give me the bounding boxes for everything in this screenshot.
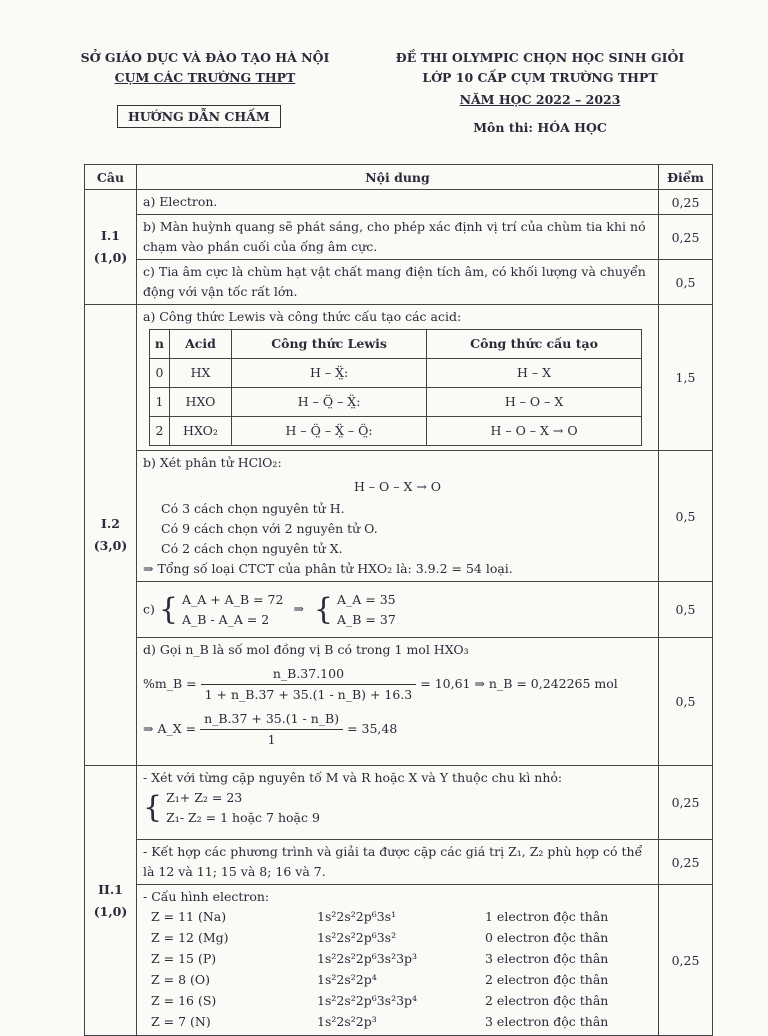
- equation-lhs: %m_B =: [143, 676, 197, 691]
- question-i2: [85, 305, 137, 766]
- i2-d-eq1: [143, 664, 652, 705]
- config-table: [151, 907, 621, 1033]
- lewis-col-struct: Công thức cấu tạo: [427, 330, 642, 359]
- i2-c-result: [337, 590, 396, 630]
- brace-icon: {: [143, 790, 163, 825]
- ii1-p3: [137, 885, 659, 1036]
- question-ii1: [85, 766, 137, 1036]
- exam-grade: LỚP 10 CẤP CỤM TRƯỜNG THPT: [422, 70, 658, 85]
- equation: A_B = 37: [337, 611, 396, 627]
- score: 0,5: [659, 260, 713, 305]
- config-row: [151, 1012, 621, 1033]
- struct-cell: H – O – X → O: [427, 417, 642, 446]
- brace-icon: {: [158, 591, 178, 627]
- equation: A_A + A_B = 72: [181, 591, 284, 607]
- cfg-cell: 1s²2s²2p⁶3s²3p⁴: [317, 993, 418, 1008]
- config-row: [151, 970, 621, 991]
- i1-b: b) Màn huỳnh quang sẽ phát sáng, cho phép xác định vị trí của chùm tia khi nó chạm vào phần cuối của ống âm cực.: [137, 215, 659, 260]
- score: 1,5: [659, 305, 713, 451]
- n-cell: 1: [150, 388, 170, 417]
- i1-c: c) Tia âm cực là chùm hạt vật chất mang điện tích âm, có khối lượng và chuyển động với vận tốc rất lớn.: [137, 260, 659, 305]
- cfg-cell: 1s²2s²2p⁶3s¹: [317, 909, 397, 924]
- config-row: [151, 991, 621, 1012]
- table-header-row: [85, 165, 713, 190]
- i2-d-eq2: [143, 709, 652, 750]
- denominator: 1: [267, 732, 276, 747]
- config-row: [151, 928, 621, 949]
- table-row: [85, 190, 713, 215]
- i2-a-title: a) Công thức Lewis và công thức cấu tạo các acid:: [143, 309, 462, 324]
- note-cell: 0 electron độc thân: [485, 930, 609, 945]
- question-label: I.2: [101, 516, 120, 531]
- table-row: [85, 451, 713, 582]
- config-row: [151, 949, 621, 970]
- i2-a: [137, 305, 659, 451]
- z-cell: Z = 8 (O): [151, 972, 211, 987]
- table-row: [85, 215, 713, 260]
- i2-c-prefix: c): [143, 601, 155, 616]
- school-year: NĂM HỌC 2022 – 2023: [459, 92, 621, 107]
- question-label: II.1: [98, 881, 123, 897]
- question-points: (1,0): [93, 903, 128, 919]
- note-cell: 2 electron độc thân: [485, 972, 609, 987]
- implies-icon: ⇒: [293, 601, 304, 616]
- subject: Môn thi: HÓA HỌC: [473, 120, 607, 135]
- col-header-noidung: Nội dung: [137, 165, 659, 190]
- equation: A_A = 35: [337, 591, 396, 607]
- equation: Z₁+ Z₂ = 23: [166, 790, 243, 805]
- z-cell: Z = 11 (Na): [151, 909, 227, 924]
- acid-cell: HXO: [169, 388, 231, 417]
- table-row: [85, 305, 713, 451]
- denominator: 1 + n_B.37 + 35.(1 - n_B) + 16.3: [204, 687, 413, 702]
- exam-title: ĐỀ THI OLYMPIC CHỌN HỌC SINH GIỎI: [395, 50, 685, 65]
- table-row: [85, 582, 713, 638]
- score: 0,5: [659, 451, 713, 582]
- n-cell: 2: [150, 417, 170, 446]
- score: 0,25: [659, 215, 713, 260]
- i2-b-line: Có 2 cách chọn nguyên tử X.: [161, 541, 343, 556]
- lewis-cell: H – Ö̤ – Ẍ̤:: [232, 388, 427, 417]
- lewis-cell: H – Ö̤ – Ẍ̤ – Ö̤:: [232, 417, 427, 446]
- score: 0,25: [659, 190, 713, 215]
- ii1-p3-title: - Cấu hình electron:: [143, 889, 270, 904]
- note-cell: 2 electron độc thân: [485, 993, 609, 1008]
- lewis-row: [150, 388, 642, 417]
- i2-c-system: [182, 590, 284, 630]
- table-row: [85, 840, 713, 885]
- struct-cell: H – X: [427, 359, 642, 388]
- i1-a: a) Electron.: [137, 190, 659, 215]
- score: 0,25: [659, 840, 713, 885]
- equation: A_B - A_A = 2: [181, 611, 270, 627]
- numerator: n_B.37 + 35.(1 - n_B): [200, 709, 343, 730]
- lewis-col-acid: Acid: [169, 330, 231, 359]
- acid-cell: HX: [169, 359, 231, 388]
- i2-b-line: Có 9 cách chọn với 2 nguyên tử O.: [161, 521, 378, 536]
- i2-b-title: b) Xét phân tử HClO₂:: [143, 455, 282, 470]
- i2-d: [137, 638, 659, 766]
- cluster-name: CỤM CÁC TRƯỜNG THPT: [114, 70, 296, 85]
- grading-guide-badge: HƯỚNG DẪN CHẤM: [117, 105, 281, 128]
- z-cell: Z = 15 (P): [151, 951, 217, 966]
- lewis-row: [150, 417, 642, 446]
- lewis-cell: H – Ẍ̤:: [232, 359, 427, 388]
- lewis-col-lewis: Công thức Lewis: [232, 330, 427, 359]
- question-points: (3,0): [93, 538, 128, 553]
- equation: Z₁- Z₂ = 1 hoặc 7 hoặc 9: [166, 810, 320, 825]
- i2-d-title: d) Gọi n_B là số mol đồng vị B có trong 1 mol HXO₃: [143, 642, 469, 657]
- equation-rhs: = 10,61 ⇒ n_B = 0,242265 mol: [420, 676, 618, 691]
- question-points: (1,0): [93, 250, 128, 265]
- cfg-cell: 1s²2s²2p⁶3s²3p³: [317, 951, 418, 966]
- i2-c: [137, 582, 659, 638]
- col-header-cau: Câu: [85, 165, 137, 190]
- dept-name: SỞ GIÁO DỤC VÀ ĐÀO TẠO HÀ NỘI: [80, 50, 330, 65]
- n-cell: 0: [150, 359, 170, 388]
- score: 0,25: [659, 766, 713, 840]
- cfg-cell: 1s²2s²2p⁴: [317, 972, 377, 987]
- z-cell: Z = 12 (Mg): [151, 930, 229, 945]
- i2-b-line: Có 3 cách chọn nguyên tử H.: [161, 501, 345, 516]
- i2-b-total: ⇒ Tổng số loại CTCT của phân tử HXO₂ là: 3.9.2 = 54 loại.: [143, 561, 513, 576]
- cfg-cell: 1s²2s²2p³: [317, 1014, 377, 1029]
- i2-b: [137, 451, 659, 582]
- score: 0,5: [659, 582, 713, 638]
- equation-lhs: ⇒ A_X =: [143, 721, 197, 736]
- ii1-p1-title: - Xét với từng cặp nguyên tố M và R hoặc X và Y thuộc chu kì nhỏ:: [143, 770, 563, 785]
- config-row: [151, 907, 621, 928]
- lewis-col-n: n: [150, 330, 170, 359]
- lewis-row: [150, 359, 642, 388]
- brace-icon: {: [313, 591, 334, 627]
- table-row: [85, 260, 713, 305]
- numerator: n_B.37.100: [201, 664, 417, 685]
- z-cell: Z = 7 (N): [151, 1014, 211, 1029]
- lewis-table: [149, 329, 642, 446]
- col-header-diem: Điểm: [659, 165, 713, 190]
- fraction: [201, 664, 417, 705]
- cfg-cell: 1s²2s²2p⁶3s²: [317, 930, 397, 945]
- acid-cell: HXO₂: [169, 417, 231, 446]
- score: 0,25: [659, 885, 713, 1036]
- table-row: [85, 885, 713, 1036]
- table-row: [85, 766, 713, 840]
- grading-table: [84, 164, 713, 1036]
- score: 0,5: [659, 638, 713, 766]
- z-cell: Z = 16 (S): [151, 993, 217, 1008]
- note-cell: 1 electron độc thân: [485, 909, 609, 924]
- ii1-p1: [137, 766, 659, 840]
- i2-b-formula: H – O – X → O: [353, 479, 442, 494]
- ii1-system: [166, 788, 320, 828]
- question-label: I.1: [101, 228, 120, 243]
- struct-cell: H – O – X: [427, 388, 642, 417]
- ii1-p2: - Kết hợp các phương trình và giải ta được cặp các giá trị Z₁, Z₂ phù hợp có thể là 12 và 11; 15 và 8; 16 và 7.: [137, 840, 659, 885]
- equation-rhs: = 35,48: [347, 721, 398, 736]
- question-i1: [85, 190, 137, 305]
- table-row: [85, 638, 713, 766]
- note-cell: 3 electron độc thân: [485, 951, 609, 966]
- fraction: [200, 709, 343, 750]
- note-cell: 3 electron độc thân: [485, 1014, 609, 1029]
